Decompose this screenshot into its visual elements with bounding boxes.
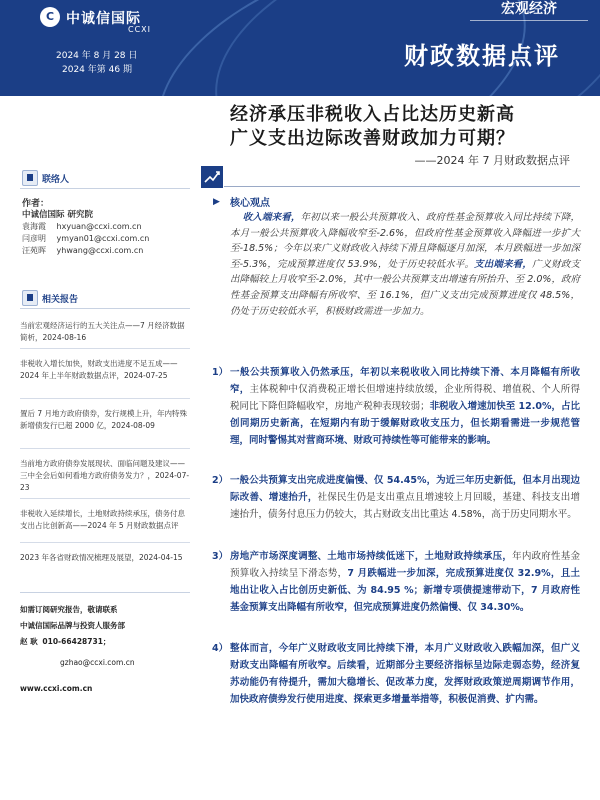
subscription-note: 如需订阅研究报告，敬请联系 [20, 605, 118, 614]
related-report-link[interactable]: 当前地方政府债券发展现状、面临问题及建议——三中全会后如何看地方政府债务发力？，2024-07-23 [20, 459, 190, 492]
logo-chinese-name: 中诚信国际 [66, 11, 141, 27]
report-title-line1: 经济承压非税收入占比达历史新高 [230, 104, 515, 125]
divider [20, 188, 190, 189]
divider [20, 348, 190, 349]
author-email[interactable]: hxyuan@ccxi.com.cn [56, 222, 142, 231]
point-paragraph [230, 472, 580, 523]
author-entry [22, 233, 149, 244]
point-body: 主体税种中仅消费税正增长但增速持续放缓，企业所得税、增值税、个人所得税同比下降但降幅收窄，房地产税种表现较弱； [230, 384, 580, 412]
author-entry [22, 221, 142, 232]
contact-name: 赵 耿 [20, 637, 38, 646]
related-report-link[interactable]: 置后 7 月地方政府债券，发行规模上升，年内特殊新增债发行已超 2000 亿，2024-08-09 [20, 409, 188, 430]
contact-person-icon [22, 170, 38, 186]
point-paragraph [230, 364, 580, 449]
report-type: 财政数据点评 [404, 42, 560, 70]
related-report-link[interactable]: 非税收入延续增长，土地财政持续承压，债务付息支出占比创新高——2024 年 5 月财政数据点评 [20, 509, 185, 530]
logo-mark-icon: C [40, 7, 60, 27]
point-lead: 一般公共预算收入仍然承压，年初以来税收收入同比持续下滑、本月降幅有所收窄， [230, 367, 580, 395]
divider [20, 542, 190, 543]
point-body: 社保民生仍是支出重点且增速较上月回暖，基建、科技支出增速抬升，债务付息压力仍较大，其占财政支出比重达 4.58%，高于历史同期水平。 [230, 492, 580, 520]
author-entry [22, 245, 143, 256]
point-number: 1） [212, 367, 229, 378]
divider [20, 498, 190, 499]
report-subtitle: ——2024 年 7 月财政数据点评 [414, 154, 570, 167]
summary-revenue-text: 年初以来一般公共预算收入、政府性基金预算收入同比持续下降，本月一般公共预算收入降幅收窄至-2.6%，但政府性基金预算收入降幅进一步扩大至-18.5%；今年以来广义财政收入持续下滑且降幅逐月加深，本月跌幅进一步加深至-5.3%，完成预算进度仅 53.9%，处于历史较低水平。 [230, 212, 580, 270]
divider [20, 308, 190, 309]
contact-department: 中诚信国际品牌与投资人服务部 [20, 621, 125, 630]
divider [20, 592, 190, 593]
key-views-summary [230, 210, 580, 319]
report-title-line2: 广义支出边际改善财政加力可期？ [230, 128, 515, 149]
authors-heading: 联络人 [42, 175, 70, 185]
report-header-banner [0, 0, 600, 96]
point-number: 3） [212, 551, 229, 562]
report-category: 宏观经济 [470, 0, 588, 21]
website-link[interactable]: www.ccxi.com.cn [20, 684, 93, 693]
author-organization: 中诚信国际 研究院 [22, 210, 93, 220]
logo-english-name: CCXI [128, 25, 152, 34]
left-sidebar [20, 96, 195, 800]
author-email[interactable]: ymyan01@ccxi.com.cn [56, 234, 150, 243]
related-report-link[interactable]: 非税收入增长加快，财政支出进度不足五成——2024 年上半年财政数据点评，2024-07-25 [20, 359, 178, 380]
divider [224, 186, 580, 187]
key-views-heading: 核心观点 [230, 198, 270, 209]
contact-email[interactable]: gzhao@ccxi.com.cn [60, 658, 135, 667]
author-label: 作者： [22, 199, 50, 209]
related-reports-icon [22, 290, 38, 306]
point-lead: 整体而言，今年广义财政收支同比持续下滑，本月广义财政收入跌幅加深，但广义财政支出降幅有所收窄。后续看，近期部分主要经济指标呈边际走弱态势，经济复苏动能仍有待提升，需加大稳增长、促改革力度，发挥财政政策逆周期调节作用，加快政府债券发行使用进度、探索更多增量举措等，积极促消费、扩内需。 [230, 643, 580, 705]
point-lead: 房地产市场深度调整、土地市场持续低迷下，土地财政持续承压， [230, 551, 513, 562]
divider [20, 448, 190, 449]
divider [20, 398, 190, 399]
summary-spending-text: 广义财政支出降幅较上月收窄至-2.0%，其中一般公共预算支出增速有所抬升、至 2.0%，政府性基金预算支出降幅有所收窄、至 16.1%，但广义支出完成预算进度仅 48.5%，仍处于历史较低水平，积极财政需进一步加力。 [230, 258, 580, 317]
triangle-bullet-icon: ▶ [213, 197, 220, 207]
chart-trend-icon [201, 166, 223, 188]
author-name: 袁海霞 [22, 222, 46, 231]
ccxi-logo [40, 7, 170, 33]
related-report-link[interactable]: 当前宏观经济运行的五大关注点——7 月经济数据简析，2024-08-16 [20, 321, 185, 342]
author-name: 汪苑晖 [22, 246, 46, 255]
point-body: 年内政府性基金预算收入持续呈下滑态势， [230, 551, 580, 579]
point-number: 2） [212, 475, 229, 486]
contact-phone: 010-66428731； [42, 637, 111, 646]
report-date: 2024 年 8 月 28 日 [56, 51, 138, 61]
contact-person [20, 636, 195, 647]
report-issue: 2024 年第 46 期 [62, 65, 132, 75]
point-lead: 一般公共预算支出完成进度偏慢、仅 54.45%，为近三年历史新低，但本月出现边际改善、增速抬升， [230, 475, 580, 503]
summary-revenue-lead: 收入端来看， [242, 212, 301, 223]
author-email[interactable]: yhwang@ccxi.com.cn [56, 246, 144, 255]
point-paragraph [230, 640, 580, 708]
point-tail: 7 月跌幅进一步加深，完成预算进度仅 32.9%，且土地出让收入占比创历史新低、为 84.95 %；新增专项债提速带动下，7 月政府性基金预算支出降幅有所收窄，但完成预算进度仍然偏慢、仅 34.30%。 [230, 568, 580, 613]
related-reports-heading: 相关报告 [42, 295, 79, 305]
point-number: 4） [212, 643, 229, 654]
summary-spending-lead: 支出端来看， [474, 258, 532, 270]
point-paragraph [230, 548, 580, 616]
point-tail: 非税收入增速加快至 12.0%，占比创同期历史新高，在短期内有助于缓解财政收支压力，但长期看需进一步规范管理，同时警惕其对营商环境、财政可持续性等可能带来的影响。 [230, 401, 580, 446]
author-name: 闫彦明 [22, 234, 46, 243]
related-report-link[interactable]: 2023 年各省财政情况梳理及展望，2024-04-15 [20, 553, 183, 562]
